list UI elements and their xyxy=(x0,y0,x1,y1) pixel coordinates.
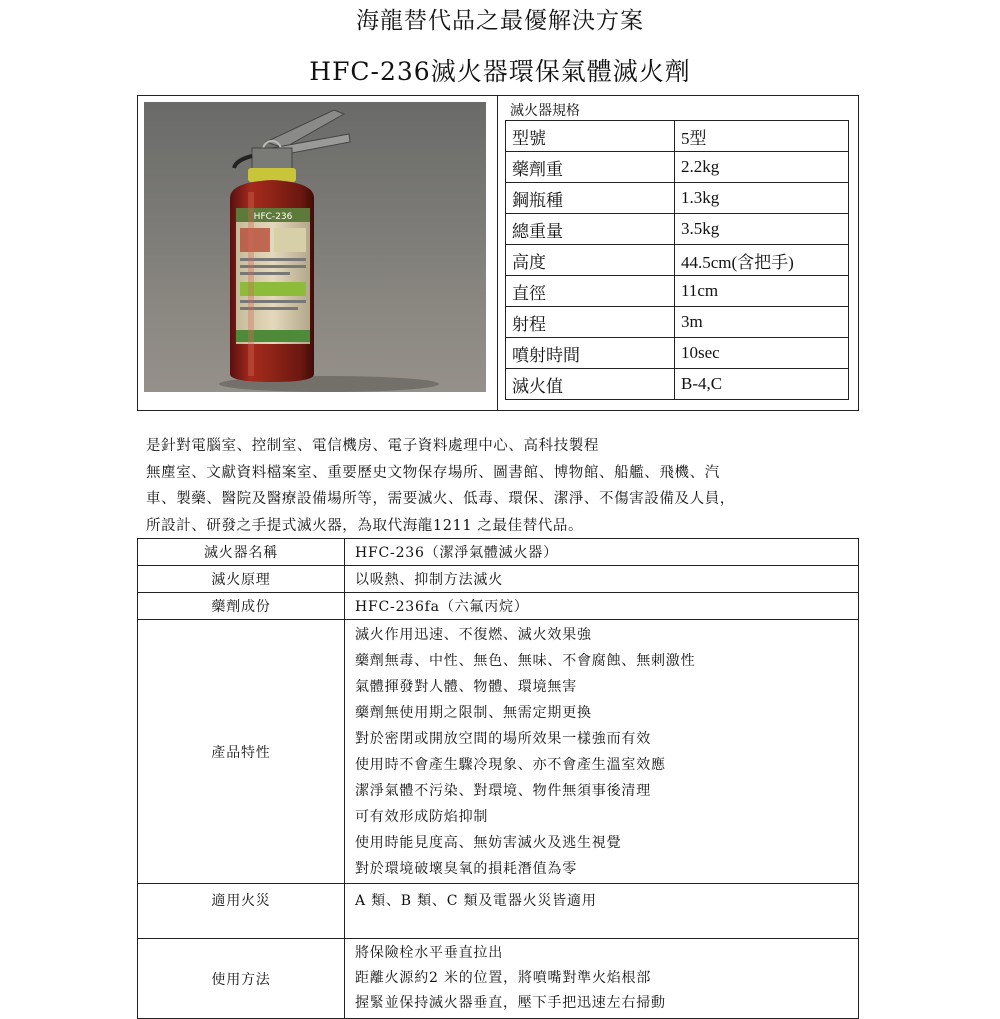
spec-value: 11cm xyxy=(675,276,849,307)
principle-value: 以吸熱、抑制方法滅火 xyxy=(345,566,859,593)
agent-label: 藥劑成份 xyxy=(138,593,345,620)
spec-label: 射程 xyxy=(506,307,675,338)
product-box xyxy=(137,95,859,411)
spec-label: 直徑 xyxy=(506,276,675,307)
spec-value: 2.2kg xyxy=(675,152,849,183)
spec-label: 噴射時間 xyxy=(506,338,675,369)
spec-value: 44.5cm(含把手) xyxy=(675,245,849,276)
features-table xyxy=(137,538,859,1019)
trait-item: 藥劑無毒、中性、無色、無味、不會腐蝕、無刺激性 xyxy=(355,653,696,669)
table-row xyxy=(138,939,859,1019)
usage-step: 握緊並保持滅火器垂直，壓下手把迅速左右掃動 xyxy=(355,995,666,1011)
table-row xyxy=(138,620,859,884)
page-subtitle: HFC-236滅火器環保氣體滅火劑 xyxy=(309,57,691,86)
name-label: 滅火器名稱 xyxy=(138,539,345,566)
principle-label: 滅火原理 xyxy=(138,566,345,593)
page-title: 海龍替代品之最優解決方案 xyxy=(356,8,644,34)
spec-row xyxy=(506,369,849,400)
table-row xyxy=(138,539,859,566)
agent-value: HFC-236fa（六氟丙烷） xyxy=(345,593,859,620)
trait-item: 可有效形成防焰抑制 xyxy=(355,809,489,825)
traits-label: 產品特性 xyxy=(138,620,345,884)
trait-item: 藥劑無使用期之限制、無需定期更換 xyxy=(355,705,592,721)
extinguisher-label-text: HFC-236 xyxy=(253,212,293,222)
intro-line: 車、製藥、醫院及醫療設備場所等，需要滅火、低毒、環保、潔淨、不傷害設備及人員， xyxy=(146,491,735,507)
usage-list xyxy=(345,939,859,1019)
trait-item: 潔淨氣體不污染、對環境、物件無須事後清理 xyxy=(355,783,651,799)
trait-item: 滅火作用迅速、不復燃、滅火效果強 xyxy=(355,627,592,643)
fire-extinguisher-photo xyxy=(144,102,486,392)
intro-line: 所設計、研發之手提式滅火器，為取代海龍1211 之最佳替代品。 xyxy=(146,517,584,534)
table-row xyxy=(138,566,859,593)
photo-cell xyxy=(138,96,498,410)
fires-value: A 類、B 類、C 類及電器火災皆適用 xyxy=(345,884,859,939)
spec-row xyxy=(506,307,849,338)
spec-value: 5型 xyxy=(675,121,849,152)
spec-label: 型號 xyxy=(506,121,675,152)
intro-line: 無塵室、文獻資料檔案室、重要歷史文物保存場所、圖書館、博物館、船艦、飛機、汽 xyxy=(146,464,720,481)
traits-list xyxy=(345,620,859,884)
table-row xyxy=(138,884,859,939)
spec-value: 3m xyxy=(675,307,849,338)
trait-item: 氣體揮發對人體、物體、環境無害 xyxy=(355,679,577,695)
spec-row xyxy=(506,152,849,183)
intro-line: 是針對電腦室、控制室、電信機房、電子資料處理中心、高科技製程 xyxy=(146,438,599,454)
spec-value: 1.3kg xyxy=(675,183,849,214)
spec-row xyxy=(506,121,849,152)
fire-extinguisher-illustration xyxy=(144,102,486,392)
spec-label: 總重量 xyxy=(506,214,675,245)
trait-item: 對於密閉或開放空間的場所效果一樣強而有效 xyxy=(355,731,651,747)
spec-row xyxy=(506,338,849,369)
spec-label: 鋼瓶種 xyxy=(506,183,675,214)
name-value: HFC-236（潔淨氣體滅火器） xyxy=(345,539,859,566)
intro-paragraph xyxy=(146,433,846,539)
spec-table xyxy=(505,120,849,400)
usage-step: 距離火源約2 米的位置，將噴嘴對準火焰根部 xyxy=(355,970,652,986)
spec-row xyxy=(506,214,849,245)
trait-item: 使用時能見度高、無妨害滅火及逃生視覺 xyxy=(355,835,622,851)
spec-value: 3.5kg xyxy=(675,214,849,245)
fires-label: 適用火災 xyxy=(138,884,345,939)
usage-label: 使用方法 xyxy=(138,939,345,1019)
spec-label: 滅火值 xyxy=(506,369,675,400)
table-row xyxy=(138,593,859,620)
spec-row xyxy=(506,276,849,307)
spec-row xyxy=(506,183,849,214)
usage-step: 將保險栓水平垂直拉出 xyxy=(355,945,503,961)
spec-caption: 滅火器規格 xyxy=(510,103,580,119)
spec-label: 藥劑重 xyxy=(506,152,675,183)
spec-value: 10sec xyxy=(675,338,849,369)
trait-item: 使用時不會產生驟冷現象、亦不會產生溫室效應 xyxy=(355,757,666,773)
trait-item: 對於環境破壞臭氧的損耗潛值為零 xyxy=(355,861,577,877)
spec-value: B-4,C xyxy=(675,369,849,400)
spec-label: 高度 xyxy=(506,245,675,276)
spec-row xyxy=(506,245,849,276)
